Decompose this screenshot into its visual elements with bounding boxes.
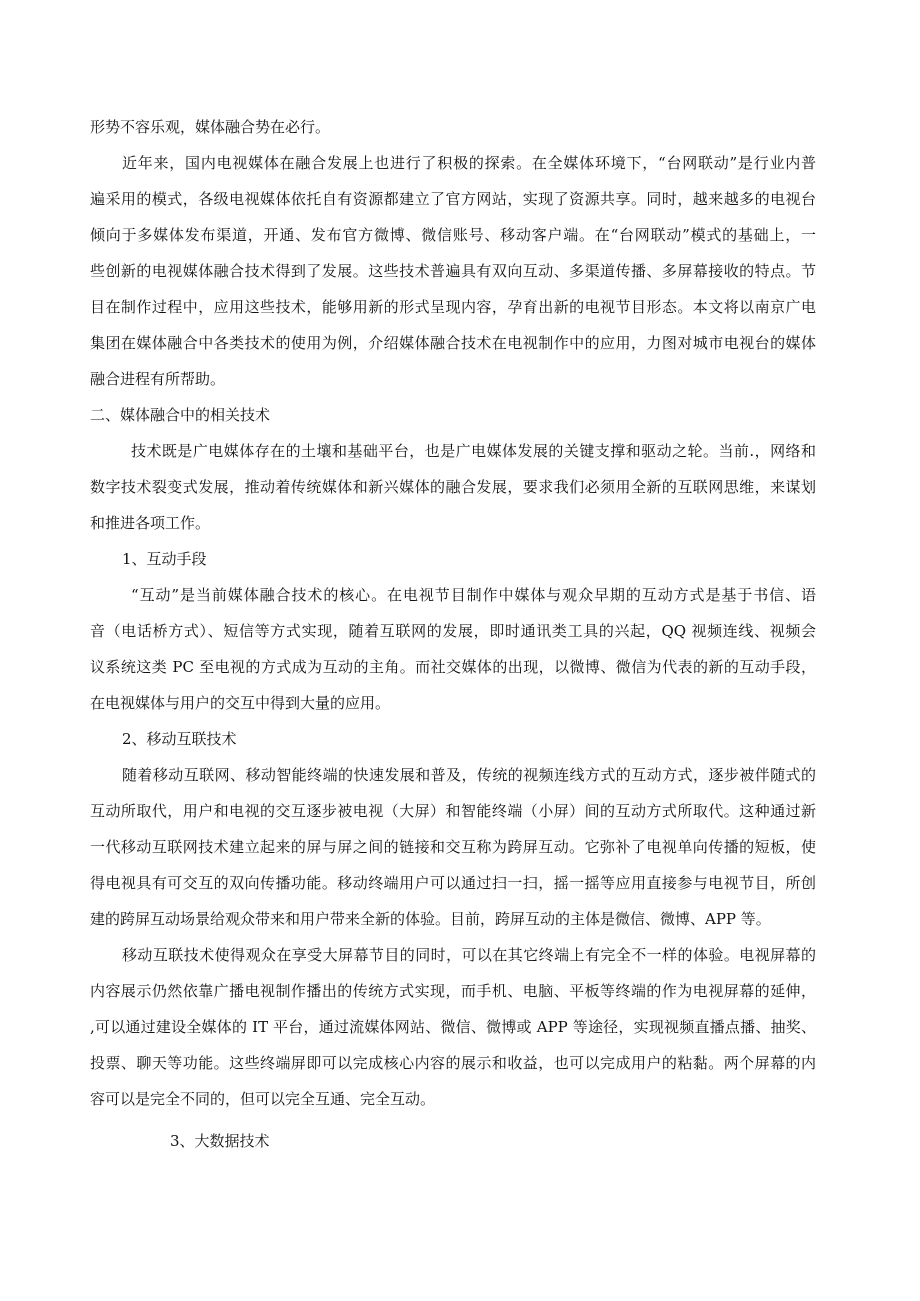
paragraph-line: 遍采用的模式，各级电视媒体依托自有资源都建立了官方网站，实现了资源共享。同时，越来越多的电视台 — [90, 190, 816, 208]
paragraph-line: 议系统这类 PC 至电视的方式成为互动的主角。而社交媒体的出现，以微博、微信为代表的新的互动手段， — [90, 658, 816, 676]
paragraph-line: 一代移动互联网技术建立起来的屏与屏之间的链接和交互称为跨屏互动。它弥补了电视单向传播的短板，使 — [90, 838, 816, 856]
paragraph-line: 融合进程有所帮助。 — [90, 370, 226, 388]
paragraph-line: 数字技术裂变式发展，推动着传统媒体和新兴媒体的融合发展，要求我们必须用全新的互联网思维，来谋划 — [90, 478, 816, 496]
paragraph-line: 目在制作过程中，应用这些技术，能够用新的形式呈现内容，孕育出新的电视节目形态。本文将以南京广电 — [90, 298, 816, 316]
paragraph-line: 近年来，国内电视媒体在融合发展上也进行了积极的探索。在全媒体环境下，“台网联动”是行业内普 — [122, 154, 816, 172]
paragraph-line: 形势不容乐观，媒体融合势在必行。 — [90, 118, 331, 136]
paragraph-line: 技术既是广电媒体存在的土壤和基础平台，也是广电媒体发展的关键支撑和驱动之轮。当前.，网络和 — [131, 442, 816, 460]
paragraph-line: 些创新的电视媒体融合技术得到了发展。这些技术普遍具有双向互动、多渠道传播、多屏幕接收的特点。节 — [90, 262, 816, 280]
section-heading: 二、媒体融合中的相关技术 — [90, 406, 271, 424]
paragraph-line: 集团在媒体融合中各类技术的使用为例，介绍媒体融合技术在电视制作中的应用，力图对城市电视台的媒体 — [90, 334, 816, 352]
paragraph-line: 随着移动互联网、移动智能终端的快速发展和普及，传统的视频连线方式的互动方式，逐步被伴随式的 — [122, 766, 816, 784]
paragraph-line: 音（电话桥方式）、短信等方式实现，随着互联网的发展，即时通讯类工具的兴起，QQ 视频连线、视频会 — [90, 622, 816, 640]
paragraph-line: ,可以通过建设全媒体的 IT 平台，通过流媒体网站、微信、微博或 APP 等途径，实现视频直播点播、抽奖、 — [90, 1018, 816, 1036]
paragraph-line: 容可以是完全不同的，但可以完全互通、完全互动。 — [90, 1090, 436, 1108]
paragraph-line: 倾向于多媒体发布渠道，开通、发布官方微博、微信账号、移动客户端。在“台网联动”模式的基础上，一 — [90, 226, 816, 244]
paragraph-line: 投票、聊天等功能。这些终端屏即可以完成核心内容的展示和收益，也可以完成用户的粘黏。两个屏幕的内 — [90, 1054, 816, 1072]
paragraph-line: 和推进各项工作。 — [90, 514, 211, 532]
paragraph-line: 内容展示仍然依靠广播电视制作播出的传统方式实现，而手机、电脑、平板等终端的作为电视屏幕的延伸， — [90, 982, 816, 1000]
paragraph-line: 互动所取代，用户和电视的交互逐步被电视（大屏）和智能终端（小屏）间的互动方式所取代。这种通过新 — [90, 802, 816, 820]
paragraph-line: 在电视媒体与用户的交互中得到大量的应用。 — [90, 694, 391, 712]
subsection-heading: 2、移动互联技术 — [122, 730, 237, 748]
paragraph-line: 移动互联技术使得观众在享受大屏幕节目的同时，可以在其它终端上有完全不一样的体验。电视屏幕的 — [122, 946, 816, 964]
paragraph-line: “互动”是当前媒体融合技术的核心。在电视节目制作中媒体与观众早期的互动方式是基于书信、语 — [131, 586, 816, 604]
subsection-heading: 3、大数据技术 — [170, 1132, 270, 1150]
paragraph-line: 得电视具有可交互的双向传播功能。移动终端用户可以通过扫一扫，摇一摇等应用直接参与电视节目，所创 — [90, 874, 816, 892]
paragraph-line: 建的跨屏互动场景给观众带来和用户带来全新的体验。目前，跨屏互动的主体是微信、微博、APP 等。 — [90, 910, 771, 928]
subsection-heading: 1、互动手段 — [122, 550, 207, 568]
